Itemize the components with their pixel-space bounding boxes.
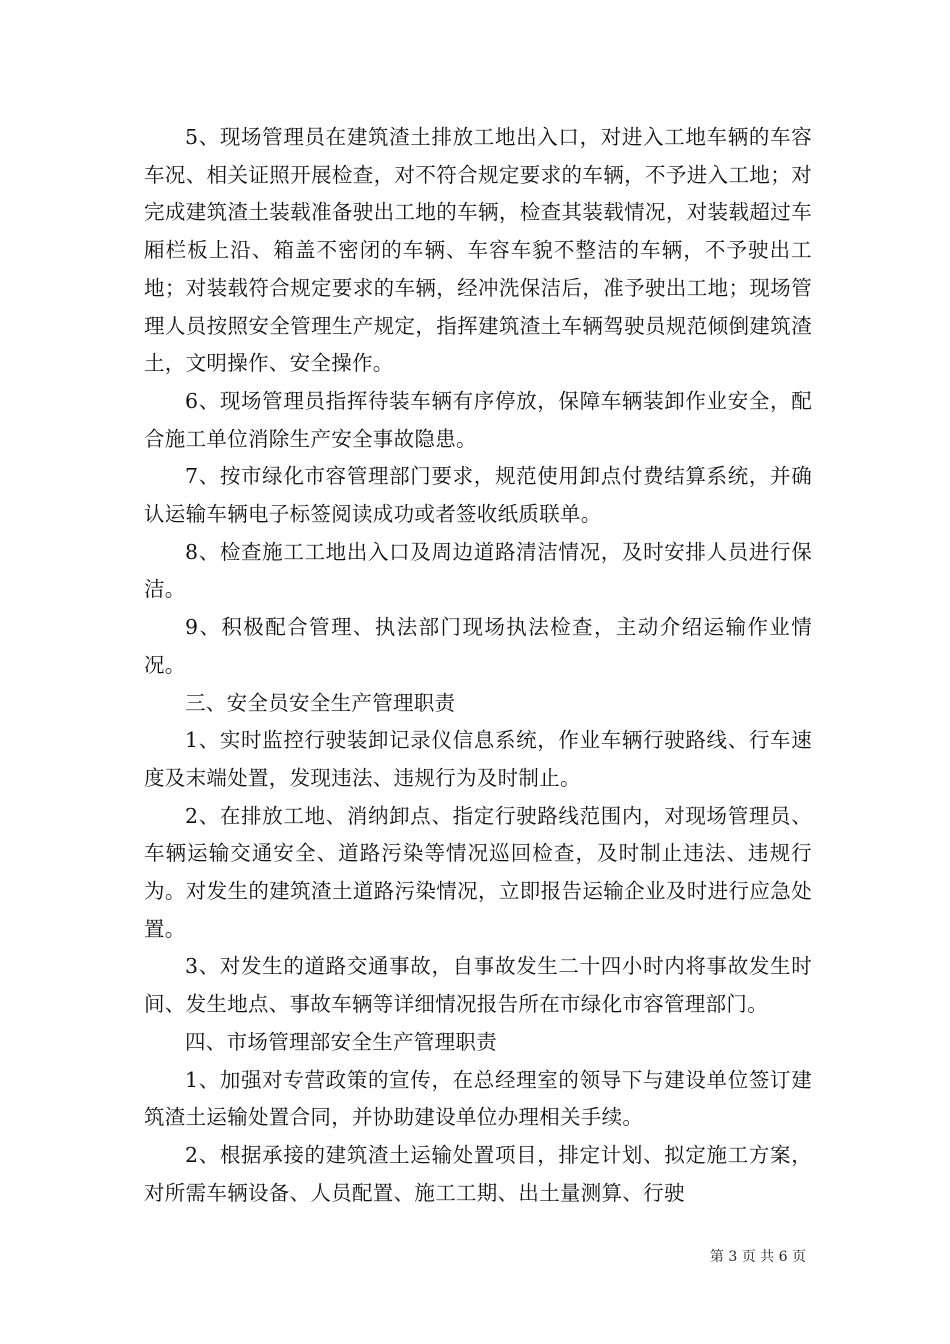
paragraph: 2、在排放工地、消纳卸点、指定行驶路线范围内，对现场管理员、车辆运输交通安全、道路污染等情况巡回检查，及时制止违法、违规行为。对发生的建筑渣土道路污染情况，立即报告运输企业及时进行应急处置。 (144, 803, 812, 941)
paragraph: 1、加强对专营政策的宣传，在总经理室的领导下与建设单位签订建筑渣土运输处置合同，并协助建设单位办理相关手续。 (144, 1067, 812, 1130)
paragraph: 9、积极配合管理、执法部门现场执法检查，主动介绍运输作业情况。 (144, 615, 812, 677)
paragraph: 6、现场管理员指挥待装车辆有序停放，保障车辆装卸作业安全，配合施工单位消除生产安全事故隐患。 (144, 388, 812, 451)
paragraph: 8、检查施工工地出入口及周边道路清洁情况，及时安排人员进行保洁。 (144, 539, 812, 602)
section-heading: 四、市场管理部安全生产管理职责 (185, 1029, 497, 1054)
paragraph: 5、现场管理员在建筑渣土排放工地出入口，对进入工地车辆的车容车况、相关证照开展检查，对不符合规定要求的车辆，不予进入工地；对完成建筑渣土装载准备驶出工地的车辆，检查其装载情况，对装载超过车厢栏板上沿、箱盖不密闭的车辆、车容车貌不整洁的车辆，不予驶出工地；对装载符合规定要求的车辆，经冲洗保洁后，准予驶出工地；现场管理人员按照安全管理生产规定，指挥建筑渣土车辆驾驶员规范倾倒建筑渣土，文明操作、安全操作。 (144, 125, 812, 376)
paragraph: 7、按市绿化市容管理部门要求，规范使用卸点付费结算系统，并确认运输车辆电子标签阅读成功或者签收纸质联单。 (144, 464, 812, 527)
paragraph: 3、对发生的道路交通事故，自事故发生二十四小时内将事故发生时间、发生地点、事故车辆等详细情况报告所在市绿化市容管理部门。 (144, 954, 812, 1017)
document-body (144, 119, 812, 1212)
section-heading: 三、安全员安全生产管理职责 (185, 690, 456, 715)
paragraph: 1、实时监控行驶装卸记录仪信息系统，作业车辆行驶路线、行车速度及末端处置，发现违法、违规行为及时制止。 (144, 728, 812, 790)
page-number-footer: 第 3 页 共 6 页 (709, 1249, 806, 1265)
paragraph: 2、根据承接的建筑渣土运输处置项目，排定计划、拟定施工方案，对所需车辆设备、人员配置、施工工期、出土量测算、行驶 (144, 1142, 812, 1205)
